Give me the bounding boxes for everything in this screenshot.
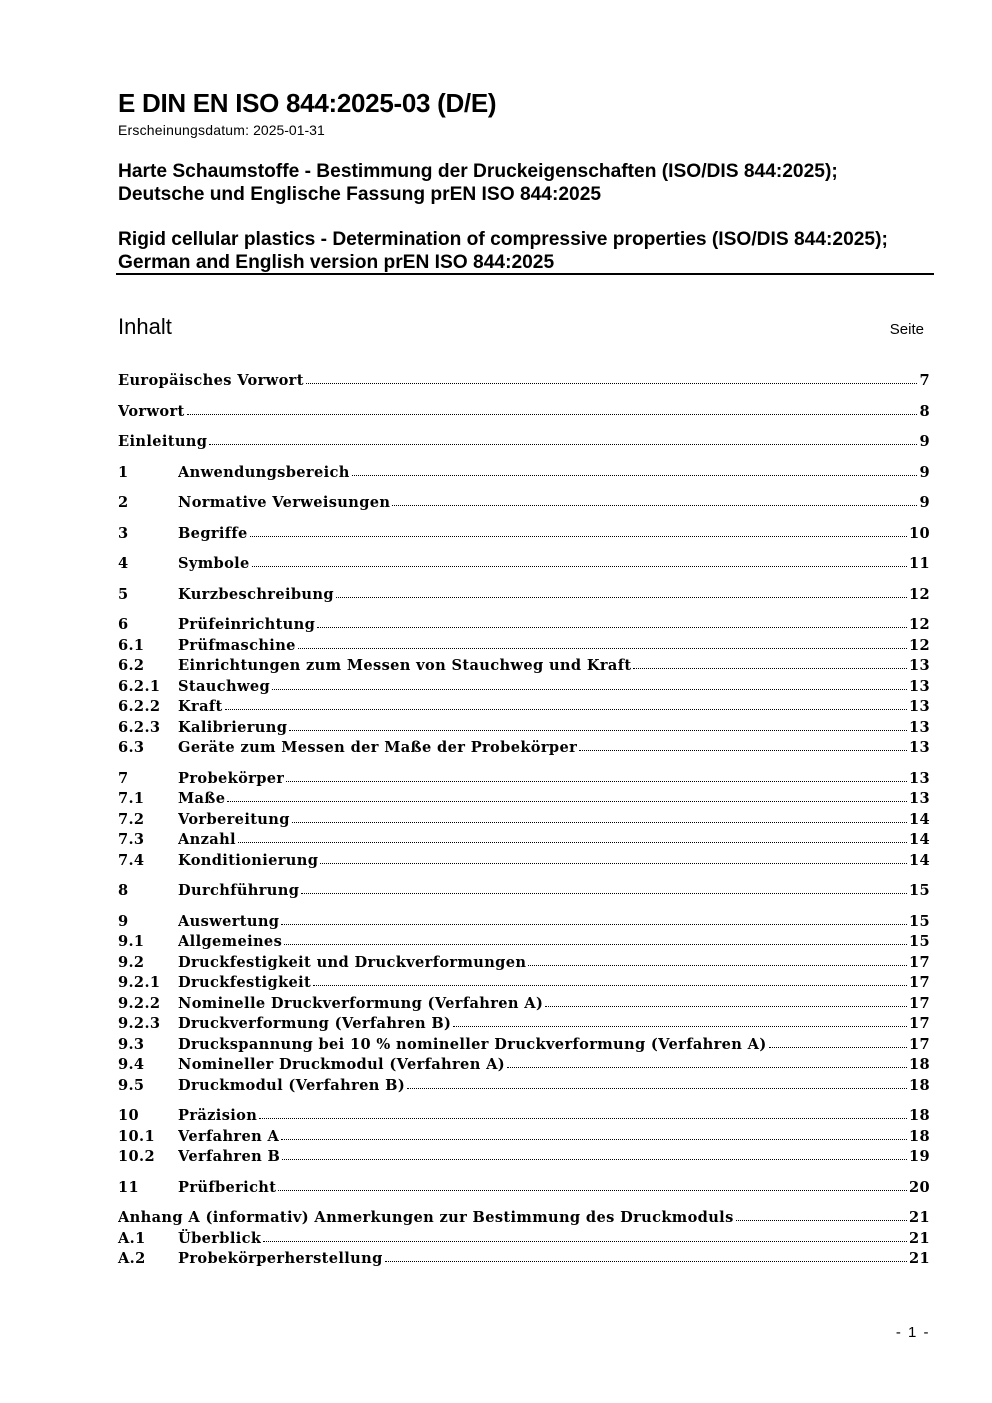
toc-dot-leader: [507, 1063, 907, 1068]
toc-entry-number: 2: [118, 494, 129, 511]
toc-dot-leader: [633, 664, 907, 669]
toc-entry[interactable]: [118, 932, 930, 952]
toc-entry-number: 9.3: [118, 1036, 145, 1053]
toc-entry-page: 12: [908, 586, 930, 603]
toc-entry-page: 15: [908, 882, 930, 899]
toc-entry-title: Anwendungsbereich: [178, 464, 350, 481]
toc-entry-number: 7.4: [118, 852, 145, 869]
toc-entry-title: Probekörperherstellung: [178, 1250, 383, 1267]
toc-entry[interactable]: [118, 524, 930, 544]
toc-entry[interactable]: [118, 371, 930, 391]
toc-entry[interactable]: [118, 1014, 930, 1034]
toc-entry[interactable]: [118, 1249, 930, 1269]
toc-entry-title: Begriffe: [178, 525, 248, 542]
toc-entry-title: Symbole: [178, 555, 250, 572]
toc-entry[interactable]: [118, 677, 930, 697]
toc-entry[interactable]: [118, 1147, 930, 1167]
document-id: E DIN EN ISO 844:2025-03 (D/E): [118, 88, 497, 118]
toc-entry-page: 15: [908, 913, 930, 930]
toc-dot-leader: [252, 562, 907, 567]
toc-entry[interactable]: [118, 912, 930, 932]
toc-dot-leader: [407, 1084, 907, 1089]
toc-entry-number: A.1: [118, 1230, 146, 1247]
toc-entry[interactable]: [118, 1208, 930, 1228]
toc-entry-page: 13: [908, 698, 930, 715]
publication-date: 2025-01-31: [253, 122, 325, 138]
german-title-line: Deutsche und Englische Fassung prEN ISO 844:2025: [118, 184, 602, 205]
toc-entry[interactable]: [118, 994, 930, 1014]
toc-entry-number: 9.2.3: [118, 1015, 161, 1032]
toc-entry[interactable]: [118, 554, 930, 574]
toc-entry-number: 7.1: [118, 790, 145, 807]
toc-dot-leader: [289, 726, 907, 731]
toc-dot-leader: [301, 889, 907, 894]
toc-entry-page: 21: [908, 1230, 930, 1247]
toc-dot-leader: [209, 440, 917, 445]
toc-entry-title: Probekörper: [178, 770, 285, 787]
toc-dot-leader: [392, 501, 917, 506]
toc-dot-leader: [259, 1114, 907, 1119]
toc-dot-leader: [317, 623, 907, 628]
toc-entry-page: 11: [908, 555, 930, 572]
toc-dot-leader: [453, 1022, 907, 1027]
toc-entry-page: 13: [908, 770, 930, 787]
toc-entry[interactable]: [118, 810, 930, 830]
toc-entry-title: Anzahl: [178, 831, 236, 848]
toc-entry[interactable]: [118, 402, 930, 422]
toc-entry-page: 7: [919, 372, 930, 389]
toc-entry-number: 9: [118, 913, 129, 930]
toc-entry-number: 9.5: [118, 1077, 145, 1094]
toc-entry-page: 13: [908, 719, 930, 736]
toc-heading: Inhalt: [118, 314, 172, 339]
toc-entry-page: 17: [908, 974, 930, 991]
toc-entry-page: 17: [908, 995, 930, 1012]
toc-entry-title: Einrichtungen zum Messen von Stauchweg und Kraft: [178, 657, 632, 674]
toc-entry[interactable]: [118, 953, 930, 973]
toc-entry[interactable]: [118, 973, 930, 993]
toc-entry[interactable]: [118, 718, 930, 738]
toc-entry-number: 10.2: [118, 1148, 155, 1165]
toc-dot-leader: [282, 1155, 907, 1160]
toc-dot-leader: [528, 961, 907, 966]
toc-entry-title: Prüfbericht: [178, 1179, 277, 1196]
toc-entry-page: 18: [908, 1056, 930, 1073]
toc-entry-number: 9.4: [118, 1056, 145, 1073]
toc-entry-title: Allgemeines: [178, 933, 283, 950]
toc-entry-title: Geräte zum Messen der Maße der Probekörper: [178, 739, 578, 756]
toc-dot-leader: [320, 859, 907, 864]
toc-entry-title: Kalibrierung: [178, 719, 288, 736]
toc-entry-number: 6.2: [118, 657, 145, 674]
publication-date-line: [118, 122, 325, 138]
toc-entry-page: 15: [908, 933, 930, 950]
toc-dot-leader: [272, 685, 907, 690]
toc-entry-page: 14: [908, 811, 930, 828]
toc-dot-leader: [352, 471, 918, 476]
toc-dot-leader: [225, 705, 907, 710]
toc-entry-title: Nomineller Druckmodul (Verfahren A): [178, 1056, 506, 1073]
german-title-line: Harte Schaumstoffe - Bestimmung der Druckeigenschaften (ISO/DIS 844:2025);: [118, 161, 838, 182]
toc-entry-title: Verfahren B: [178, 1148, 281, 1165]
toc-entry-title: Einleitung: [118, 433, 208, 450]
toc-entry[interactable]: [118, 851, 930, 871]
toc-dot-leader: [263, 1237, 907, 1242]
toc-entry-page: 10: [908, 525, 930, 542]
toc-entry-title: Durchführung: [178, 882, 300, 899]
toc-entry-number: 9.2.1: [118, 974, 161, 991]
toc-dot-leader: [227, 797, 907, 802]
toc-dot-leader: [545, 1002, 907, 1007]
toc-entry-number: 9.2: [118, 954, 145, 971]
toc-dot-leader: [284, 940, 907, 945]
toc-entry-page: 13: [908, 657, 930, 674]
toc-entry-page: 13: [908, 739, 930, 756]
toc-entry-page: 18: [908, 1107, 930, 1124]
toc-dot-leader: [292, 818, 907, 823]
toc-dot-leader: [385, 1257, 907, 1262]
toc-dot-leader: [306, 379, 918, 384]
english-title-line: German and English version prEN ISO 844:2025: [118, 252, 555, 273]
toc-entry-page: 19: [908, 1148, 930, 1165]
toc-entry-page: 12: [908, 616, 930, 633]
toc-entry-title: Normative Verweisungen: [178, 494, 391, 511]
toc-entry-number: 9.2.2: [118, 995, 161, 1012]
toc-entry-page: 20: [908, 1179, 930, 1196]
page-number: - 1 -: [895, 1324, 930, 1341]
toc-entry-number: 3: [118, 525, 129, 542]
toc-entry-number: 10.1: [118, 1128, 155, 1145]
english-title-line: Rigid cellular plastics - Determination of compressive properties (ISO/DIS 844:2025);: [118, 229, 888, 250]
toc-entry-title: Nominelle Druckverformung (Verfahren A): [178, 995, 544, 1012]
toc-entry-number: A.2: [118, 1250, 146, 1267]
toc-entry-page: 21: [908, 1209, 930, 1226]
toc-entry[interactable]: [118, 1035, 930, 1055]
toc-entry[interactable]: [118, 636, 930, 656]
toc-entry-title: Europäisches Vorwort: [118, 372, 304, 389]
toc-dot-leader: [336, 593, 907, 598]
toc-entry-title: Maße: [178, 790, 226, 807]
toc-entry-page: 17: [908, 954, 930, 971]
toc-entry[interactable]: [118, 585, 930, 605]
toc-dot-leader: [238, 838, 907, 843]
toc-dot-leader: [579, 746, 907, 751]
toc-dot-leader: [187, 410, 918, 415]
toc-entry[interactable]: [118, 697, 930, 717]
toc-entry[interactable]: [118, 881, 930, 901]
toc-entry-title: Prüfeinrichtung: [178, 616, 316, 633]
toc-entry-number: 7: [118, 770, 129, 787]
toc-entry-number: 7.3: [118, 831, 145, 848]
toc-entry-page: 21: [908, 1250, 930, 1267]
toc-entry[interactable]: [118, 493, 930, 513]
toc-dot-leader: [769, 1043, 907, 1048]
toc-entry-title: Druckspannung bei 10 % nomineller Druckverformung (Verfahren A): [178, 1036, 767, 1053]
toc-entry-page: 18: [908, 1128, 930, 1145]
english-title: [118, 228, 888, 274]
toc-entry[interactable]: [118, 1127, 930, 1147]
toc-entry-number: 4: [118, 555, 129, 572]
toc-entry-page: 18: [908, 1077, 930, 1094]
toc-entry-title: Kraft: [178, 698, 223, 715]
toc-entry[interactable]: [118, 1106, 930, 1126]
toc-entry[interactable]: [118, 432, 930, 452]
toc-dot-leader: [281, 1135, 907, 1140]
toc-entry-page: 9: [919, 494, 930, 511]
toc-entry-number: 6: [118, 616, 129, 633]
toc-entry-number: 6.2.2: [118, 698, 161, 715]
toc-entry-number: 6.3: [118, 739, 145, 756]
toc-dot-leader: [736, 1216, 907, 1221]
toc-entry[interactable]: [118, 463, 930, 483]
toc-dot-leader: [313, 981, 907, 986]
toc-entry-title: Vorbereitung: [178, 811, 290, 828]
title-divider: [116, 273, 934, 275]
toc-entry-title: Auswertung: [178, 913, 280, 930]
toc-entry-title: Konditionierung: [178, 852, 319, 869]
toc-entry-title: Vorwort: [118, 403, 185, 420]
german-title: [118, 160, 838, 206]
toc-entry-page: 13: [908, 678, 930, 695]
toc-entry-title: Präzision: [178, 1107, 258, 1124]
toc-entry[interactable]: [118, 1055, 930, 1075]
toc-entry-title: Druckverformung (Verfahren B): [178, 1015, 452, 1032]
toc-entry[interactable]: [118, 830, 930, 850]
toc-entry-page: 12: [908, 637, 930, 654]
toc-dot-leader: [250, 532, 907, 537]
toc-entry-number: 10: [118, 1107, 140, 1124]
toc-entry-number: 6.2.1: [118, 678, 161, 695]
publication-date-label: Erscheinungsdatum:: [118, 122, 250, 138]
toc-entry-number: 8: [118, 882, 129, 899]
toc-entry-title: Druckfestigkeit: [178, 974, 312, 991]
toc-entry[interactable]: [118, 1178, 930, 1198]
toc-entry-number: 6.2.3: [118, 719, 161, 736]
toc-entry-number: 6.1: [118, 637, 145, 654]
toc-entry-page: 8: [919, 403, 930, 420]
toc-entry[interactable]: [118, 615, 930, 635]
toc-entry[interactable]: [118, 738, 930, 758]
toc-entry-page: 13: [908, 790, 930, 807]
toc-entry-title: Prüfmaschine: [178, 637, 296, 654]
toc-entry[interactable]: [118, 769, 930, 789]
toc-entry-page: 17: [908, 1036, 930, 1053]
toc-entry-number: 7.2: [118, 811, 145, 828]
toc-entry-number: 5: [118, 586, 129, 603]
toc-entry[interactable]: [118, 789, 930, 809]
toc-entry-title: Stauchweg: [178, 678, 271, 695]
toc-entry-number: 9.1: [118, 933, 145, 950]
toc-entry-title: Druckfestigkeit und Druckverformungen: [178, 954, 527, 971]
toc-entry-page: 17: [908, 1015, 930, 1032]
toc-entry-title: Überblick: [178, 1230, 262, 1247]
toc-entry-page: 14: [908, 831, 930, 848]
toc-entry-number: 1: [118, 464, 129, 481]
toc-entry-title: Anhang A (informativ) Anmerkungen zur Bestimmung des Druckmoduls: [118, 1209, 734, 1226]
toc-entry-number: 11: [118, 1179, 140, 1196]
toc-dot-leader: [286, 777, 907, 782]
toc-entry-page: 9: [919, 464, 930, 481]
toc-entry[interactable]: [118, 1229, 930, 1249]
toc-entry-page: 14: [908, 852, 930, 869]
toc-entry-page: 9: [919, 433, 930, 450]
toc-dot-leader: [281, 920, 907, 925]
toc-dot-leader: [278, 1186, 907, 1191]
toc-entry-title: Druckmodul (Verfahren B): [178, 1077, 406, 1094]
toc-entry[interactable]: [118, 1076, 930, 1096]
toc-entry-title: Verfahren A: [178, 1128, 280, 1145]
toc-dot-leader: [298, 644, 907, 649]
toc-entry[interactable]: [118, 656, 930, 676]
toc-page-column-heading: Seite: [889, 321, 924, 338]
toc-entry-title: Kurzbeschreibung: [178, 586, 334, 603]
